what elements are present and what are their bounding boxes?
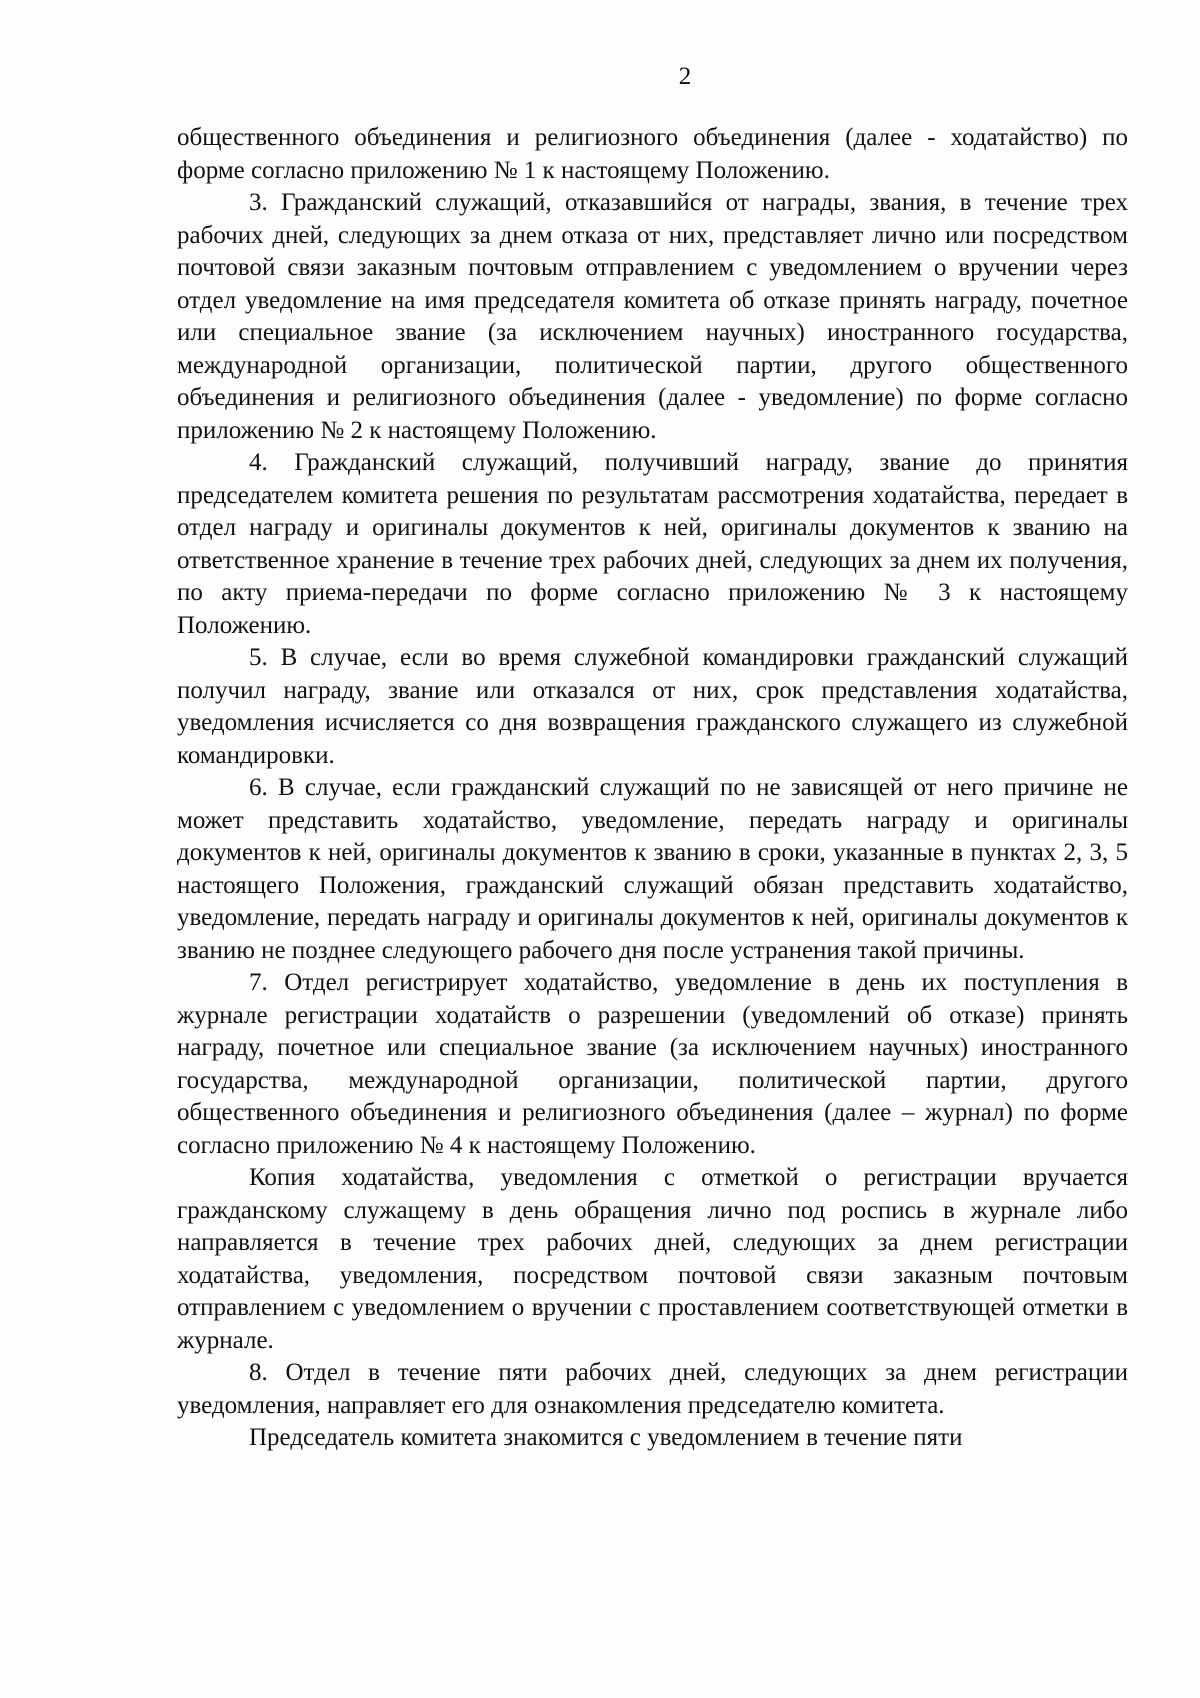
page-number: 2 <box>678 63 692 90</box>
paragraph-copy-notice: Копия ходатайства, уведомления с отметкой о регистрации вручается гражданскому служащему в день обращения лично под роспись в журнале либо направляется в течение трех рабочих дней, следующих за днем регистрации ходатайства, уведомления, посредством почтовой связи заказным почтовым отправлением с уведомлением о вручении с проставлением соответствующей отметки в журнале. <box>177 1164 1128 1354</box>
paragraph-chairman: Председатель комитета знакомится с уведомлением в течение пяти <box>249 1424 963 1451</box>
paragraph-item-6: 6. В случае, если гражданский служащий по не зависящей от него причине не может представить ходатайство, уведомление, передать награду и оригиналы документов к ней, оригиналы документов к званию в сроки, указанные в пунктах 2, 3, 5 настоящего Положения, гражданский служащий обязан представить ходатайство, уведомление, передать награду и оригиналы документов к ней, оригиналы документов к званию не позднее следующего рабочего дня после устранения такой причины. <box>177 774 1128 964</box>
paragraph-item-7: 7. Отдел регистрирует ходатайство, уведомление в день их поступления в журнале регистрации ходатайств о разрешении (уведомлений об отказе) принять награду, почетное или специальное звание (за исключением научных) иностранного государства, международной организации, политической партии, другого общественного объединения и религиозного объединения (далее – журнал) по форме согласно приложению № 4 к настоящему Положению. <box>177 969 1128 1159</box>
paragraph-continuation: общественного объединения и религиозного объединения (далее - ходатайство) по форме согласно приложению № 1 к настоящему Положению. <box>177 124 1128 184</box>
paragraph-item-3: 3. Гражданский служащий, отказавшийся от награды, звания, в течение трех рабочих дней, следующих за днем отказа от них, представляет лично или посредством почтовой связи заказным почтовым отправлением с уведомлением о вручении через отдел уведомление на имя председателя комитета об отказе принять награду, почетное или специальное звание (за исключением научных) иностранного государства, международной организации, политической партии, другого общественного объединения и религиозного объединения (далее - уведомление) по форме согласно приложению № 2 к настоящему Положению. <box>177 189 1128 444</box>
document-body <box>177 122 1128 1455</box>
paragraph-item-4: 4. Гражданский служащий, получивший награду, звание до принятия председателем комитета решения по результатам рассмотрения ходатайства, передает в отдел награду и оригиналы документов к ней, оригиналы документов к званию на ответственное хранение в течение трех рабочих дней, следующих за днем их получения, по акту приема-передачи по форме согласно приложению № 3 к настоящему Положению. <box>177 449 1128 639</box>
paragraph-item-5: 5. В случае, если во время служебной командировки гражданский служащий получил награду, звание или отказался от них, срок представления ходатайства, уведомления исчисляется со дня возвращения гражданского служащего из служебной командировки. <box>177 644 1128 769</box>
paragraph-item-8: 8. Отдел в течение пяти рабочих дней, следующих за днем регистрации уведомления, направляет его для ознакомления председателю комитета. <box>177 1359 1128 1419</box>
